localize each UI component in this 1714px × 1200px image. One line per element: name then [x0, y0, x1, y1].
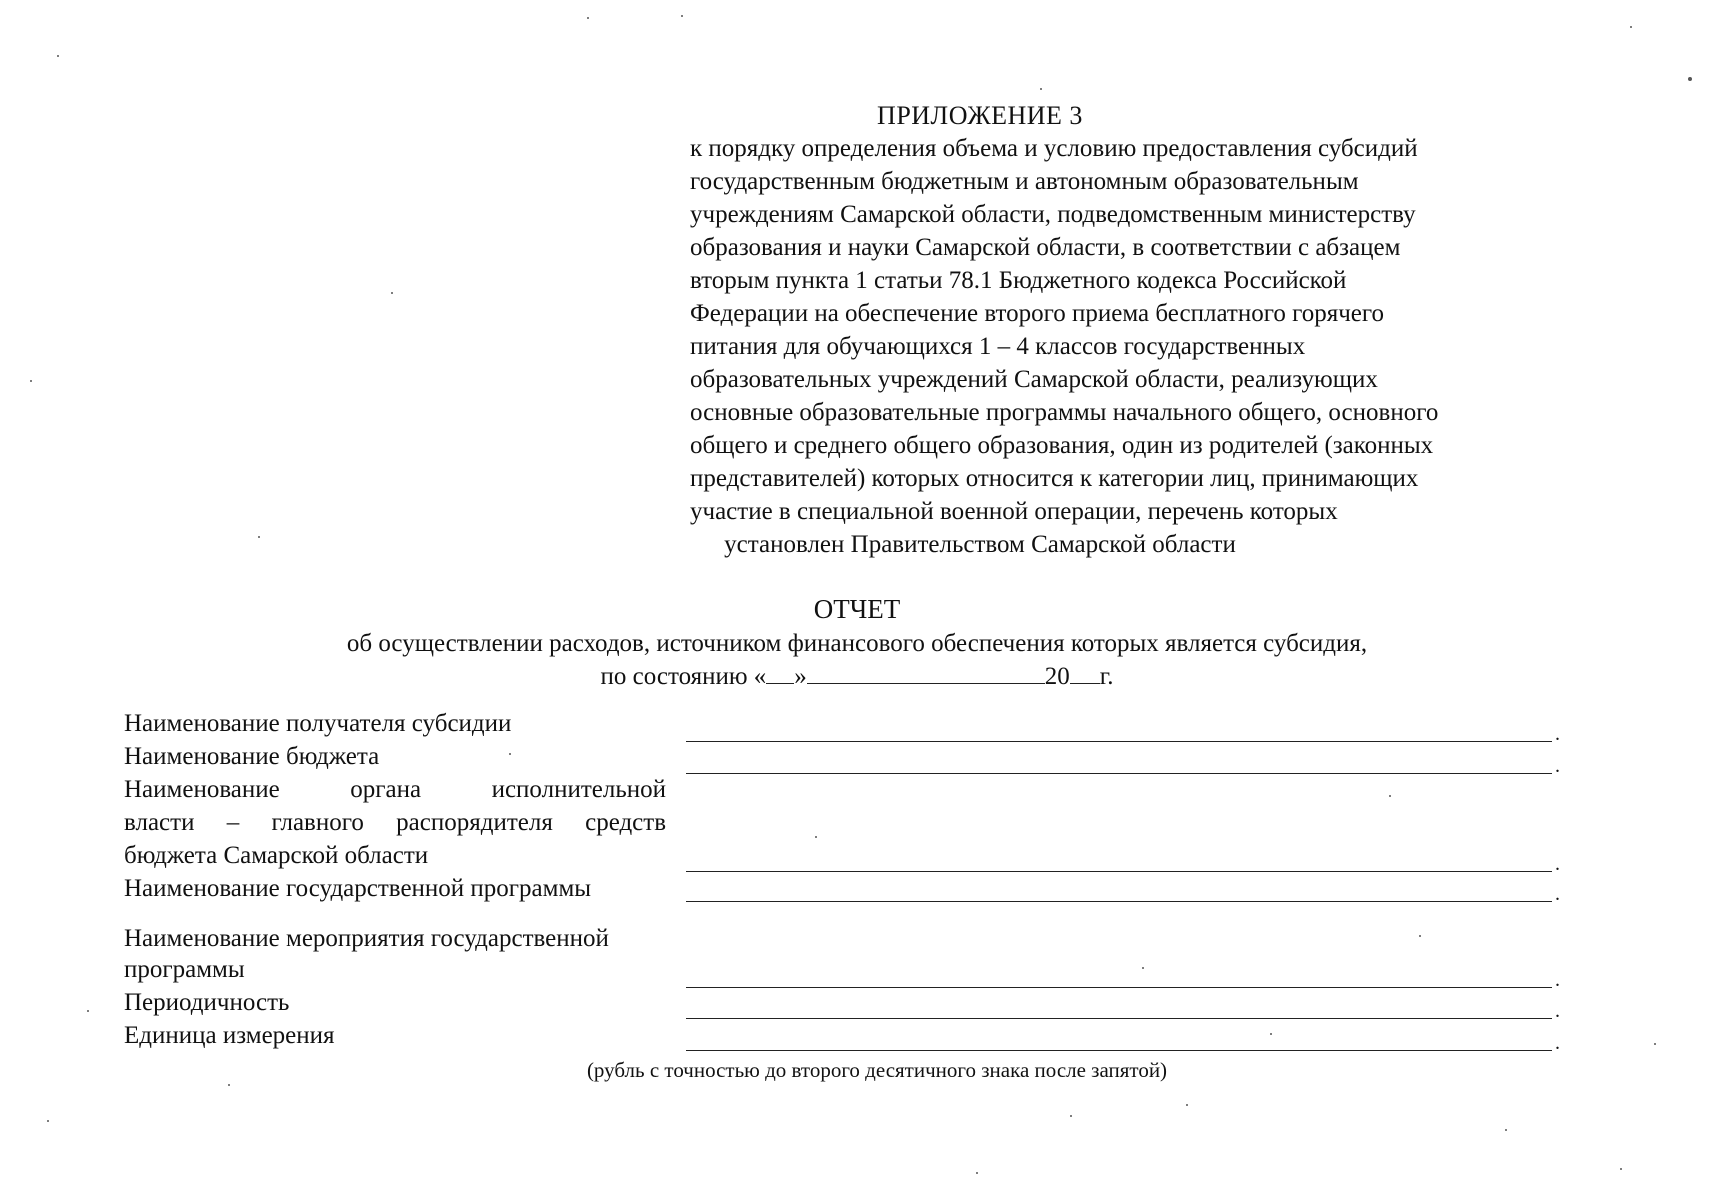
report-date-line: [0, 661, 1714, 693]
appendix-line: представителей) которых относится к категории лиц, принимающих: [690, 465, 1419, 492]
field-event-label-line2: программы: [124, 956, 245, 983]
appendix-line: установлен Правительством Самарской области: [724, 531, 1236, 558]
date-prefix: по состоянию «: [600, 663, 767, 690]
field-unit-label: Единица измерения: [124, 1022, 335, 1049]
field-recipient-label: Наименование получателя субсидии: [124, 710, 512, 737]
date-day-blank: [766, 661, 794, 684]
field-program-label: Наименование государственной программы: [124, 875, 592, 902]
appendix-header: [690, 100, 1439, 561]
appendix-line: образовательных учреждений Самарской области, реализующих: [690, 366, 1378, 393]
appendix-description: [690, 132, 1439, 561]
field-authority-label-line3: бюджета Самарской области: [124, 842, 429, 869]
report-subtitle: об осуществлении расходов, источником финансового обеспечения которых является субсидия,: [346, 630, 1368, 657]
appendix-line: участие в специальной военной операции, перечень которых: [690, 498, 1338, 525]
field-authority-line[interactable]: .: [686, 871, 1552, 872]
field-event-line[interactable]: .: [686, 987, 1552, 988]
date-year-blank: [1070, 661, 1100, 684]
appendix-line: к порядку определения объема и условию предоставления субсидий: [690, 135, 1418, 162]
field-budget-label: Наименование бюджета: [124, 743, 380, 770]
field-event-label-line1: Наименование мероприятия государственной: [124, 925, 609, 952]
date-close-quote: »: [794, 663, 807, 690]
field-program-line[interactable]: .: [686, 901, 1552, 902]
field-periodicity-line[interactable]: .: [686, 1018, 1552, 1019]
field-recipient-line[interactable]: .: [686, 741, 1552, 742]
appendix-line: общего и среднего общего образования, один из родителей (законных: [690, 432, 1434, 459]
date-year-prefix: 20: [1044, 663, 1070, 690]
appendix-line: Федерации на обеспечение второго приема бесплатного горячего: [690, 300, 1385, 327]
field-periodicity-label: Периодичность: [124, 989, 290, 1016]
date-suffix: г.: [1099, 663, 1114, 690]
field-authority-label-line1: Наименование органа исполнительной: [124, 776, 666, 803]
appendix-title: ПРИЛОЖЕНИЕ 3: [877, 101, 1083, 130]
appendix-line: питания для обучающихся 1 – 4 классов государственных: [690, 333, 1306, 360]
unit-note: (рубль с точностью до второго десятичного знака после запятой): [586, 1058, 1168, 1082]
field-authority-label-line2: власти – главного распорядителя средств: [124, 809, 666, 836]
field-unit-line[interactable]: .: [686, 1050, 1552, 1051]
field-budget-line[interactable]: .: [686, 773, 1552, 774]
appendix-line: вторым пункта 1 статьи 78.1 Бюджетного кодекса Российской: [690, 267, 1347, 294]
date-month-blank: [807, 661, 1045, 684]
appendix-line: основные образовательные программы начального общего, основного: [690, 399, 1439, 426]
appendix-line: учреждениям Самарской области, подведомственным министерству: [690, 201, 1416, 228]
appendix-line: государственным бюджетным и автономным образовательным: [690, 168, 1359, 195]
appendix-line: образования и науки Самарской области, в соответствии с абзацем: [690, 234, 1401, 261]
report-title: ОТЧЕТ: [813, 594, 901, 624]
